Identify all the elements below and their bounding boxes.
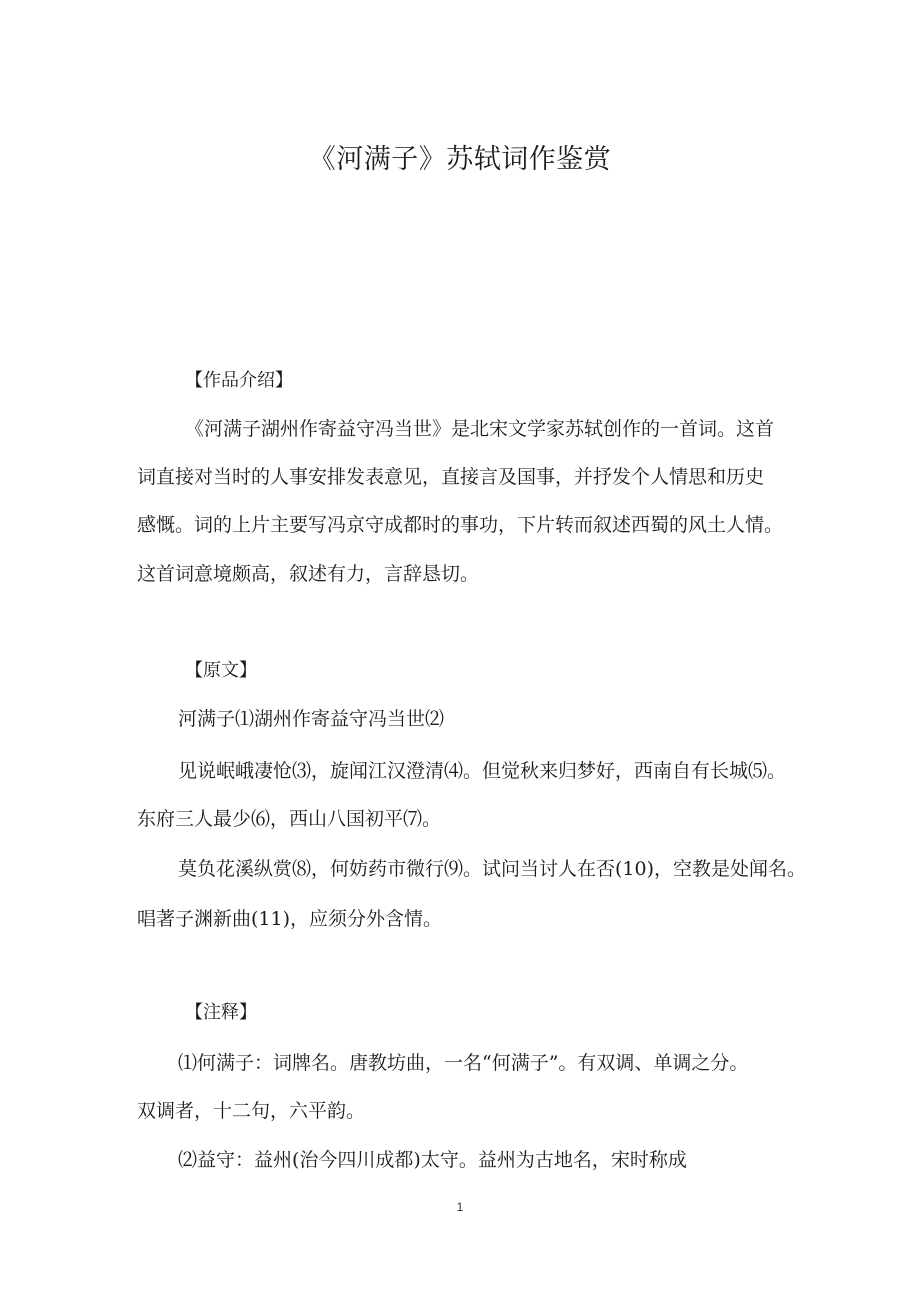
page-number: 1 xyxy=(456,1200,464,1214)
intro-paragraph-line: 《河满子湖州作寄益守冯当世》是北宋文学家苏轼创作的一首词。这首 xyxy=(185,418,775,440)
original-text-line: 见说岷峨凄怆⑶，旋闻江汉澄清⑷。但觉秋来归梦好，西南自有长城⑸。 xyxy=(178,760,787,782)
note-line: ⑴何满子：词牌名。唐教坊曲，一名“何满子”。有双调、单调之分。 xyxy=(178,1052,749,1074)
note-line: ⑵益守：益州(治今四川成都)太守。益州为古地名，宋时称成 xyxy=(178,1149,687,1171)
original-text-line: 东府三人最少⑹，西山八国初平⑺。 xyxy=(137,808,442,830)
document-title: 《河满子》苏轼词作鉴赏 xyxy=(308,144,612,175)
original-text-line: 莫负花溪纵赏⑻，何妨药市微行⑼。试问当讨人在否(10)，空教是处闻名。 xyxy=(178,858,807,880)
original-text-line: 唱著子渊新曲(11)，应须分外含情。 xyxy=(137,908,443,930)
intro-paragraph-line: 这首词意境颇高，叙述有力，言辞恳切。 xyxy=(137,563,480,585)
section-heading-notes: 【注释】 xyxy=(185,1002,257,1023)
section-heading-original: 【原文】 xyxy=(185,660,257,681)
section-heading-intro: 【作品介绍】 xyxy=(185,370,293,391)
intro-paragraph-line: 感慨。词的上片主要写冯京守成都时的事功，下片转而叙述西蜀的风土人情。 xyxy=(137,514,784,536)
original-text-line: 河满子⑴湖州作寄益守冯当世⑵ xyxy=(178,708,445,730)
note-line: 双调者，十二句，六平韵。 xyxy=(137,1100,366,1122)
intro-paragraph-line: 词直接对当时的人事安排发表意见，直接言及国事，并抒发个人情思和历史 xyxy=(137,466,765,488)
